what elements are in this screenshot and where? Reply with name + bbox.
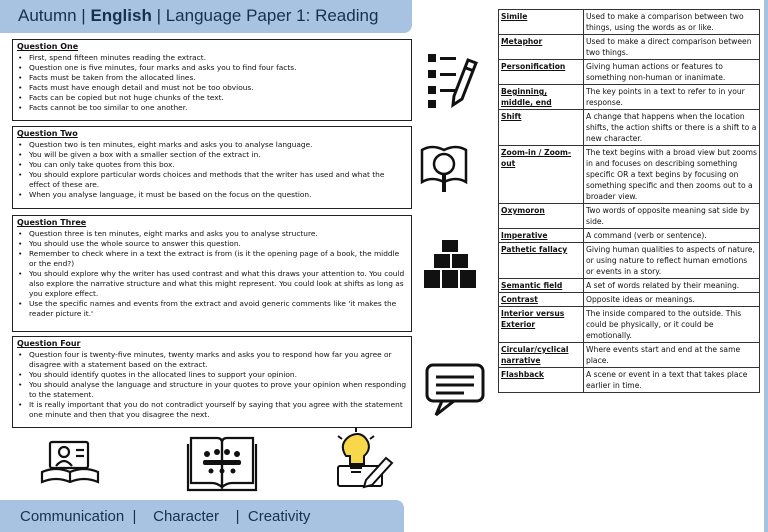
glossary-term: Personification (499, 60, 584, 85)
bullet: • When you analyse language, it must be based on the focus on the question. (17, 190, 407, 200)
table-row (499, 204, 760, 229)
decorative-edge (764, 0, 768, 532)
bullet: • You should use the whole source to answer this question. (17, 239, 407, 249)
table-row (499, 293, 760, 307)
page-title (0, 0, 412, 33)
question-title: Question Four (17, 339, 81, 348)
question-two-box (12, 126, 412, 209)
glossary-definition: A set of words related by their meaning. (584, 279, 760, 293)
table-row (499, 229, 760, 243)
question-bullets (17, 140, 407, 200)
footer-text: Communication | Character | Creativity (20, 507, 311, 525)
speech-bubble-icon (424, 362, 488, 420)
group-book-icon (185, 432, 259, 492)
bullet: • Question one is five minutes, four marks and asks you to find four facts. (17, 63, 407, 73)
bullet: • Facts must have enough detail and must not be too obvious. (17, 83, 407, 93)
glossary-term: Circular/cyclical narrative (499, 343, 584, 368)
bullet: • It is really important that you do not contradict yourself by saying that you agree with the statement one minute and then that you disagree the next. (17, 400, 407, 420)
table-row (499, 110, 760, 146)
glossary-term: Imperative (499, 229, 584, 243)
glossary-definition: Used to make a direct comparison between two things. (584, 35, 760, 60)
glossary-definition: The key points in a text to refer to in your response. (584, 85, 760, 110)
table-row (499, 60, 760, 85)
title-prefix: Autumn | (18, 6, 91, 25)
question-bullets (17, 229, 407, 319)
table-row (499, 307, 760, 343)
glossary-definition: The inside compared to the outside. This could be physically, or it could be emotionally. (584, 307, 760, 343)
table-row (499, 35, 760, 60)
question-title: Question Two (17, 129, 78, 138)
glossary-term: Semantic field (499, 279, 584, 293)
question-three-box (12, 215, 412, 332)
question-four-box (12, 336, 412, 428)
footer-banner (0, 500, 404, 532)
glossary-term: Beginning, middle, end (499, 85, 584, 110)
glossary-definition: Opposite ideas or meanings. (584, 293, 760, 307)
bullet: • Question three is ten minutes, eight marks and asks you to analyse structure. (17, 229, 407, 239)
bullet: • You can only take quotes from this box. (17, 160, 407, 170)
glossary-definition: Giving human qualities to aspects of nature, or using nature to reflect human emotions or events in a story. (584, 243, 760, 279)
glossary-definition: Used to make a comparison between two things, using the words as or like. (584, 10, 760, 35)
table-row (499, 343, 760, 368)
glossary-definition: A scene or event in a text that takes place earlier in time. (584, 368, 760, 393)
bullet: • You should identify quotes in the allocated lines to support your opinion. (17, 370, 407, 380)
bullet: • Use the specific names and events from the extract and avoid generic comments like 'it makes the reader picture it.' (17, 299, 407, 319)
glossary-term: Interior versus Exterior (499, 307, 584, 343)
glossary-definition: A command (verb or sentence). (584, 229, 760, 243)
glossary-term: Flashback (499, 368, 584, 393)
bullet: • Facts can be copied but not huge chunks of the text. (17, 93, 407, 103)
bullet: • You will be given a box with a smaller section of the extract in. (17, 150, 407, 160)
presenter-book-icon (36, 432, 106, 488)
bullet: • Facts cannot be too similar to one another. (17, 103, 407, 113)
question-one-box (12, 39, 412, 121)
bullet: • You should explore why the writer has used contrast and what this draws your attention to. You could also explore the narrative structure and what this might represent. You could look at shifts as long as you explore effect. (17, 269, 407, 299)
bullet: • First, spend fifteen minutes reading the extract. (17, 53, 407, 63)
glossary-definition: Where events start and end at the same place. (584, 343, 760, 368)
title-suffix: | Language Paper 1: Reading (151, 6, 379, 25)
bullet: • Remember to check where in a text the extract is from (is it the opening page of a book, the middle or the end?) (17, 249, 407, 269)
glossary-table (498, 9, 760, 393)
table-row (499, 146, 760, 204)
question-title: Question One (17, 42, 79, 51)
glossary-term: Simile (499, 10, 584, 35)
question-bullets (17, 350, 407, 420)
glossary-term: Oxymoron (499, 204, 584, 229)
book-magnifier-icon (418, 140, 470, 196)
bullet: • You should analyse the language and structure in your quotes to prove your opinion when responding to the statement. (17, 380, 407, 400)
bullet: • Facts must be taken from the allocated lines. (17, 73, 407, 83)
lightbulb-pencil-icon (332, 428, 398, 490)
glossary-term: Metaphor (499, 35, 584, 60)
glossary-term: Shift (499, 110, 584, 146)
table-row (499, 279, 760, 293)
glossary-term: Pathetic fallacy (499, 243, 584, 279)
glossary-term: Contrast (499, 293, 584, 307)
glossary-term: Zoom-in / Zoom-out (499, 146, 584, 204)
bullet: • Question four is twenty-five minutes, twenty marks and asks you to respond how far you agree or disagree with a statement based on the extract. (17, 350, 407, 370)
table-row (499, 243, 760, 279)
glossary-definition: A change that happens when the location shifts, the action shifts or there is a shift to a new character. (584, 110, 760, 146)
table-row (499, 85, 760, 110)
question-bullets (17, 53, 407, 113)
question-title: Question Three (17, 218, 87, 227)
bullet: • You should explore particular words choices and methods that the writer has used and what the effect of these are. (17, 170, 407, 190)
glossary-definition: Two words of opposite meaning sat side by side. (584, 204, 760, 229)
table-row (499, 10, 760, 35)
table-row (499, 368, 760, 393)
glossary-definition: The text begins with a broad view but zooms in and focuses on describing something specific OR a text begins by focusing on something specific and then zooms out to a broader view. (584, 146, 760, 204)
checklist-pencil-icon (418, 48, 482, 110)
title-subject: English (90, 6, 152, 25)
bullet: • Question two is ten minutes, eight marks and asks you to analyse language. (17, 140, 407, 150)
stacked-blocks-icon (420, 240, 480, 292)
glossary-definition: Giving human actions or features to something non-human or inanimate. (584, 60, 760, 85)
